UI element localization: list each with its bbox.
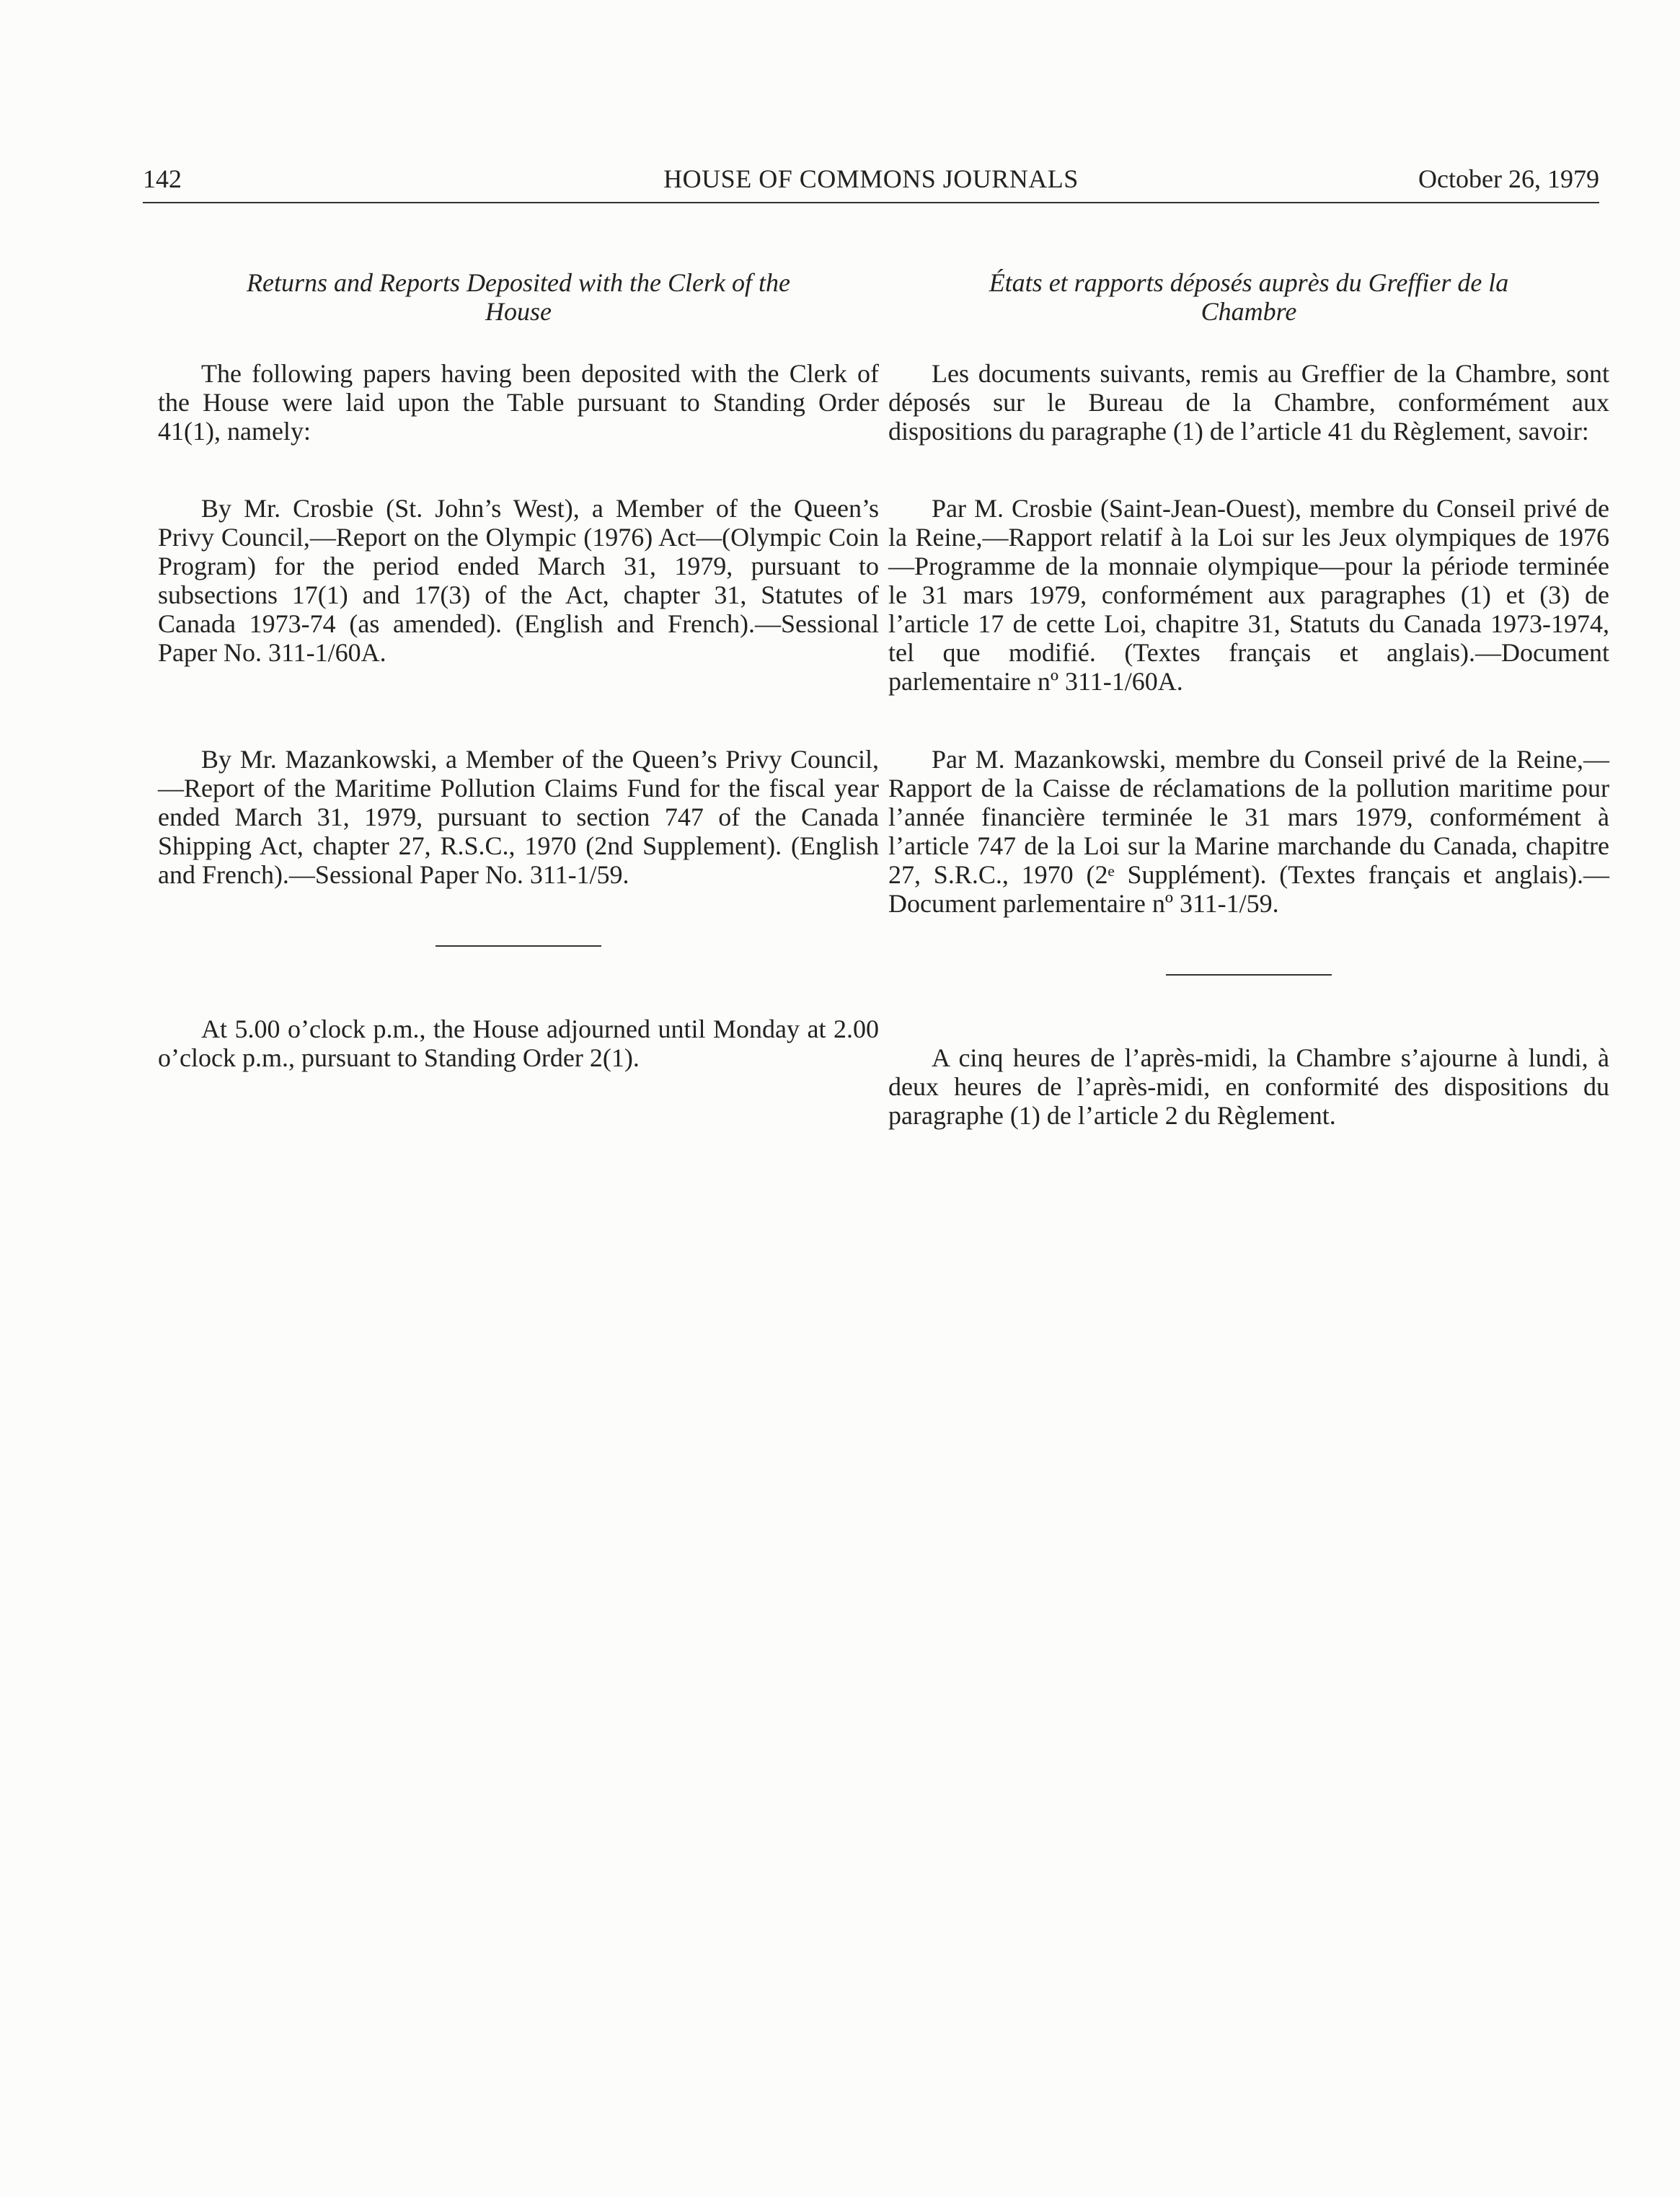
journal-date: October 26, 1979 <box>1418 164 1599 193</box>
french-intro-paragraph: Les documents suivants, remis au Greffier de la Chambre, sont déposés sur le Bureau de la Chambre, conformément aux dispositions du paragraphe (1) de l’article 41 du Règlement, savoir: <box>888 359 1609 446</box>
page-number: 142 <box>143 164 182 193</box>
page-header <box>143 162 1599 205</box>
french-section-title: États et rapports déposés auprès du Greffier de la Chambre <box>989 268 1509 326</box>
header-divider <box>143 202 1599 203</box>
french-section-divider <box>1166 974 1332 976</box>
english-mazankowski-paper: By Mr. Mazankowski, a Member of the Queen’s Privy Council,—Report of the Maritime Pollution Claims Fund for the fiscal year ended March 31, 1979, pursuant to section 747 of the Canada Shipping Act, chapter 27, R.S.C., 1970 (2nd Supplement). (English and French).—Sessional Paper No. 311-1/59. <box>158 745 879 889</box>
english-intro-paragraph: The following papers having been deposited with the Clerk of the House were laid upon the Table pursuant to Standing Order 41(1), namely: <box>158 359 879 446</box>
english-adjournment-paragraph: At 5.00 o’clock p.m., the House adjourned until Monday at 2.00 o’clock p.m., pursuant to Standing Order 2(1). <box>158 1014 879 1072</box>
english-column <box>158 268 879 1072</box>
journal-title: HOUSE OF COMMONS JOURNALS <box>663 164 1079 193</box>
english-crosbie-paper: By Mr. Crosbie (St. John’s West), a Member of the Queen’s Privy Council,—Report on the Olympic (1976) Act—(Olympic Coin Program) for the period ended March 31, 1979, pursuant to subsections 17(1) and 17(3) of the Act, chapter 31, Statutes of Canada 1973-74 (as amended). (English and French).—Sessional Paper No. 311-1/60A. <box>158 494 879 667</box>
french-mazankowski-paper: Par M. Mazankowski, membre du Conseil privé de la Reine,—Rapport de la Caisse de réclamations de la pollution maritime pour l’année financière terminée le 31 mars 1979, conformément à l’article 747 de la Loi sur la Marine marchande du Canada, chapitre 27, S.R.C., 1970 (2ᵉ Supplément). (Textes français et anglais).—Document parlementaire nº 311-1/59. <box>888 745 1609 918</box>
english-section-divider <box>436 945 601 947</box>
french-column <box>888 268 1609 1130</box>
french-crosbie-paper: Par M. Crosbie (Saint-Jean-Ouest), membre du Conseil privé de la Reine,—Rapport relatif à la Loi sur les Jeux olympiques de 1976—Programme de la monnaie olympique—pour la période terminée le 31 mars 1979, conformément aux paragraphes (1) et (3) de l’article 17 de cette Loi, chapitre 31, Statuts du Canada 1973-1974, tel que modifié. (Textes français et anglais).—Document parlementaire nº 311-1/60A. <box>888 494 1609 696</box>
french-adjournment-paragraph: A cinq heures de l’après-midi, la Chambre s’ajourne à lundi, à deux heures de l’après-midi, en conformité des dispositions du paragraphe (1) de l’article 2 du Règlement. <box>888 1043 1609 1130</box>
english-section-title: Returns and Reports Deposited with the Clerk of the House <box>247 268 790 326</box>
